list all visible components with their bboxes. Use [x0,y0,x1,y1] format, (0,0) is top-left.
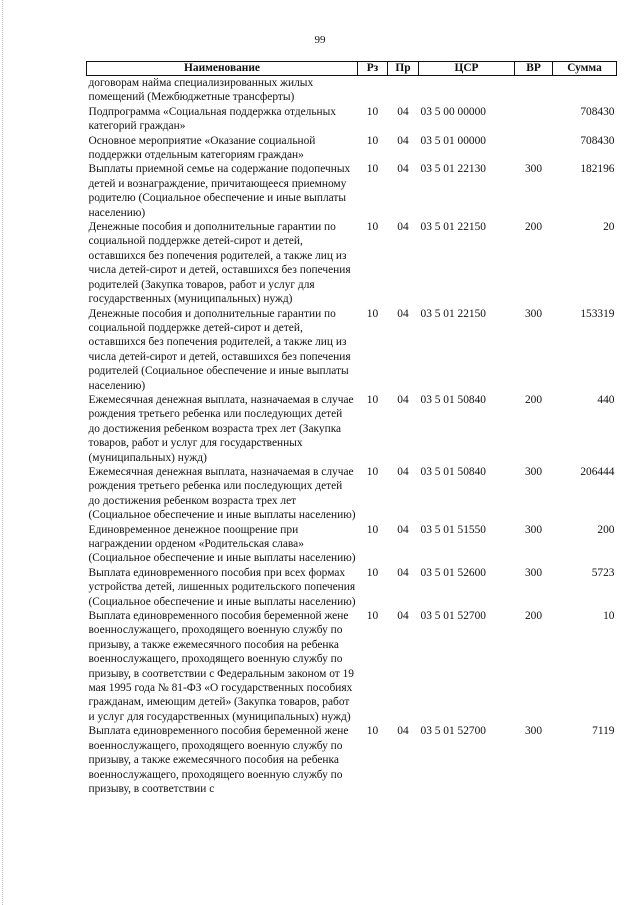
table-row [87,134,617,163]
cell-vr: 200 [524,393,543,406]
table-row [87,523,617,566]
cell-rz: 10 [366,523,379,536]
cell-vr: 200 [524,221,543,234]
header-rz: Рз [358,62,388,76]
cell-name: Денежные пособия и дополнительные гарантии по социальной поддержке детей-сирот и детей, оставшихся без попечения родителей, а также лиц из числа детей-сирот и детей, оставшихся без попечения родителей (Социальное обеспечение и иные выплаты населению) [88,307,351,392]
table-body [87,76,617,797]
cell-pr: 04 [397,523,409,536]
cell-name: Денежные пособия и дополнительные гарантии по социальной поддержке детей-сирот и детей, оставшихся без попечения родителей, а также лиц из числа детей-сирот и детей, оставшихся без попечения родителей (Закупка товаров, работ и услуг для государственных (муниципальных) нужд) [88,221,351,306]
cell-rz: 10 [366,610,379,623]
cell-sum: 20 [603,221,615,234]
cell-csr: 03 5 01 50840 [420,465,486,478]
cell-sum: 708430 [580,105,615,118]
cell-name: Ежемесячная денежная выплата, назначаемая в случае рождения третьего ребенка или последующих детей до достижения ребенком возраста трех лет (Социальное обеспечение и иные выплаты населению) [88,465,356,522]
cell-csr: 03 5 01 50840 [420,393,486,406]
table-row [87,105,617,134]
cell-rz: 10 [366,307,379,320]
cell-name: Ежемесячная денежная выплата, назначаемая в случае рождения третьего ребенка или последующих детей до достижения ребенком возраста трех лет (Закупка товаров, работ и услуг для государственных (муниципальных) нужд) [88,393,354,464]
cell-pr [388,76,419,105]
cell-vr: 300 [524,566,543,579]
cell-csr: 03 5 01 52700 [420,725,486,738]
cell-name: Подпрограмма «Социальная поддержка отдельных категорий граждан» [88,105,336,133]
cell-pr: 04 [397,725,409,738]
cell-name: Выплата единовременного пособия при всех формах устройства детей, лишенных родительского попечения (Социальное обеспечение и иные выплаты населению) [88,566,356,608]
cell-csr: 03 5 01 22150 [420,307,486,320]
cell-csr: 03 5 01 52600 [420,566,486,579]
page-number: 99 [314,34,326,46]
scan-edge [2,0,4,905]
cell-vr: 300 [524,307,543,320]
cell-rz: 10 [366,221,379,234]
table-row [87,724,617,796]
table-row [87,465,617,523]
cell-rz: 10 [366,105,379,118]
cell-pr: 04 [397,610,409,623]
cell-pr: 04 [397,393,409,406]
table-row [87,162,617,220]
cell-name: Выплаты приемной семье на содержание подопечных детей и вознаграждение, причитающееся приемному родителю (Социальное обеспечение и иные выплаты населению) [88,163,351,219]
cell-vr [515,105,553,134]
cell-pr: 04 [397,566,409,579]
cell-csr: 03 5 01 00000 [420,134,486,147]
cell-rz: 10 [366,163,379,176]
table-header [87,62,617,76]
cell-vr: 300 [524,523,543,536]
cell-rz: 10 [366,393,379,406]
table-row [87,393,617,465]
cell-name: договорам найма специализированных жилых помещений (Межбюджетные трансферты) [88,77,314,104]
budget-table [86,61,617,796]
cell-sum: 200 [597,523,615,536]
table-row [87,76,617,105]
cell-name: Выплата единовременного пособия беременной жене военнослужащего, проходящего военную службу по призыву, а также ежемесячного пособия на ребенка военнослужащего, проходящего военную службу по призыву, в соответствии с Федеральным законом от 19 мая 1995 года № 81-ФЗ «О государственных пособиях гражданам, имеющим детей» (Закупка товаров, работ и услуг для государственных (муниципальных) нужд) [88,610,355,723]
cell-pr: 04 [397,134,409,147]
cell-vr [515,76,553,105]
header-pr: Пр [388,62,419,76]
header-vr: ВР [515,62,553,76]
cell-vr: 200 [524,610,543,623]
cell-sum: 5723 [591,566,615,579]
table-row [87,609,617,724]
cell-sum: 7119 [592,725,615,738]
cell-sum: 708430 [580,134,615,147]
cell-csr: 03 5 00 00000 [420,105,486,118]
header-csr: ЦСР [419,62,515,76]
cell-sum [553,76,617,105]
cell-rz: 10 [366,134,379,147]
cell-vr: 300 [524,465,543,478]
table-row [87,566,617,609]
cell-pr: 04 [397,465,409,478]
header-name: Наименование [87,62,358,76]
cell-pr: 04 [397,221,409,234]
cell-pr: 04 [397,105,409,118]
cell-pr: 04 [397,163,409,176]
cell-csr: 03 5 01 22130 [420,163,486,176]
cell-rz: 10 [366,566,379,579]
cell-sum: 206444 [580,465,615,478]
table-row [87,220,617,306]
cell-rz [358,76,388,105]
cell-sum: 153319 [580,307,615,320]
cell-name: Выплата единовременного пособия беременной жене военнослужащего, проходящего военную службу по призыву, а также ежемесячного пособия на ребенка военнослужащего, проходящего военную службу по призыву, в соответствии с [88,725,349,795]
cell-pr: 04 [397,307,409,320]
cell-vr [515,134,553,163]
cell-name: Единовременное денежное поощрение при награждении орденом «Родительская слава» (Социальное обеспечение и иные выплаты населению) [88,523,356,565]
cell-name: Основное мероприятие «Оказание социальной поддержки отдельным категориям граждан» [88,134,316,162]
cell-csr: 03 5 01 52700 [420,610,486,623]
cell-vr: 300 [524,725,543,738]
cell-rz: 10 [366,465,379,478]
cell-csr [419,76,515,105]
table-row [87,307,617,393]
cell-sum: 182196 [580,163,615,176]
cell-vr: 300 [524,163,543,176]
cell-csr: 03 5 01 51550 [420,523,486,536]
cell-sum: 10 [603,610,615,623]
cell-csr: 03 5 01 22150 [420,221,486,234]
cell-rz: 10 [366,725,379,738]
header-sum: Сумма [553,62,617,76]
cell-sum: 440 [597,393,615,406]
